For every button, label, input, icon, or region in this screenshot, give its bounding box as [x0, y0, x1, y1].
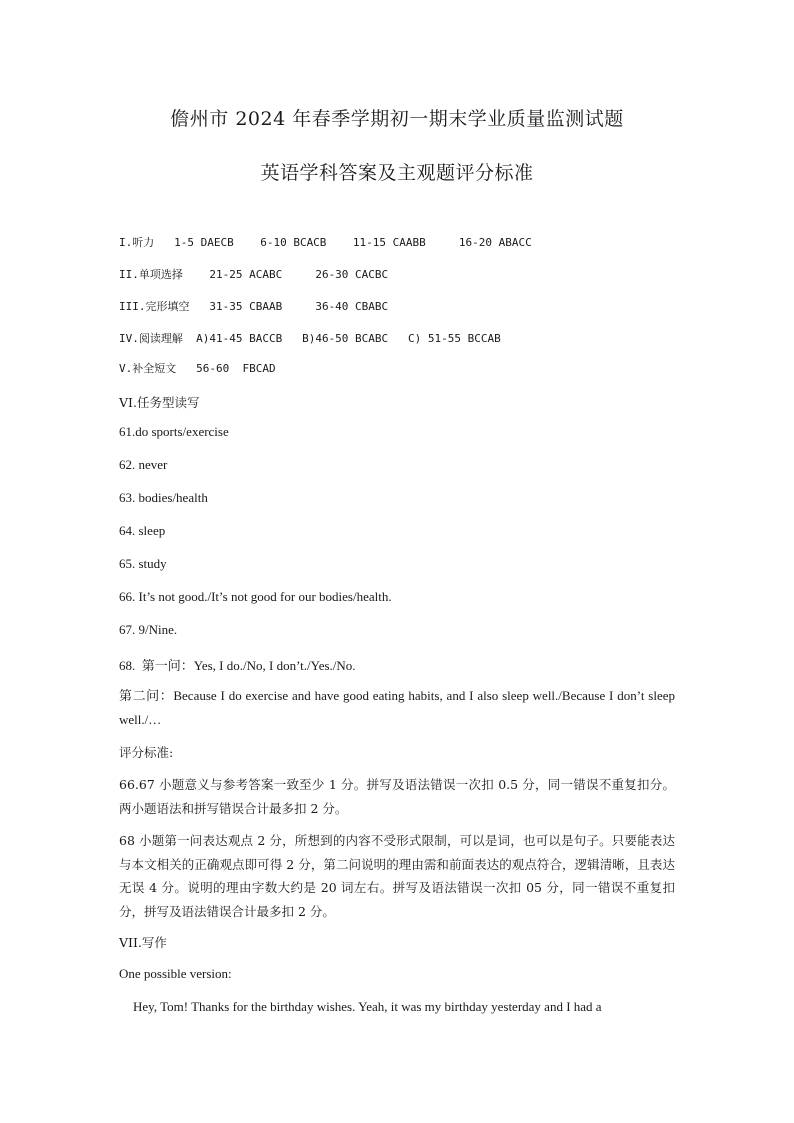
scoring-paragraph-66-67: 66.67 小题意义与参考答案一致至少 1 分。拼写及语法错误一次扣 0.5 分，同一错误不重复扣分。两小题语法和拼写错误合计最多扣 2 分。	[119, 777, 675, 816]
answers-single-choice: II.单项选择 21-25 ACABC 26-30 CACBC	[119, 268, 389, 281]
writing-sample-text: Hey, Tom! Thanks for the birthday wishes. Yeah, it was my birthday yesterday and I had a	[133, 999, 602, 1014]
task-answer-61: 61.do sports/exercise	[119, 424, 229, 439]
answers-listening: I.听力 1-5 DAECB 6-10 BCACB 11-15 CAABB 16-20 ABACC	[119, 236, 532, 249]
scoring-paragraph-68: 68 小题第一问表达观点 2 分，所想到的内容不受形式限制，可以是词，也可以是句子。只要能表达与本文相关的正确观点即可得 2 分，第二问说明的理由需和前面表达的观点符合，逻辑清晰，且表达无误 4 分。说明的理由字数大约是 20 词左右。拼写及语法错误一次扣 05 分，同一错误不重复扣分，拼写及语法错误合计最多扣 2 分。	[119, 833, 675, 919]
task-answer-67: 67. 9/Nine.	[119, 622, 178, 637]
scoring-header: 评分标准:	[119, 745, 174, 760]
task-answer-63: 63. bodies/health	[119, 490, 208, 505]
document-subtitle: 英语学科答案及主观题评分标准	[260, 162, 534, 184]
section-header-writing: VII.写作	[119, 935, 167, 950]
task-answer-65: 65. study	[119, 556, 167, 571]
task-answer-68-second: 第二问：Because I do exercise and have good eating habits, and I also sleep well./Because I don’t sleep well./…	[119, 688, 675, 727]
answers-cloze: III.完形填空 31-35 CBAAB 36-40 CBABC	[119, 300, 389, 313]
answers-passage-completion: V.补全短文 56-60 FBCAD	[119, 362, 276, 375]
task-answer-68: 68. 第一问：Yes, I do./No, I don’t./Yes./No.	[119, 658, 356, 673]
section-header-task-reading: VI.任务型读写	[119, 395, 200, 410]
task-answer-62: 62. never	[119, 457, 168, 472]
answers-reading: IV.阅读理解 A)41-45 BACCB B)46-50 BCABC C) 51-55 BCCAB	[119, 332, 501, 345]
task-answer-66: 66. It’s not good./It’s not good for our bodies/health.	[119, 589, 392, 604]
task-answer-64: 64. sleep	[119, 523, 166, 538]
document-title: 儋州市 2024 年春季学期初一期末学业质量监测试题	[170, 108, 624, 130]
writing-version-label: One possible version:	[119, 966, 232, 981]
